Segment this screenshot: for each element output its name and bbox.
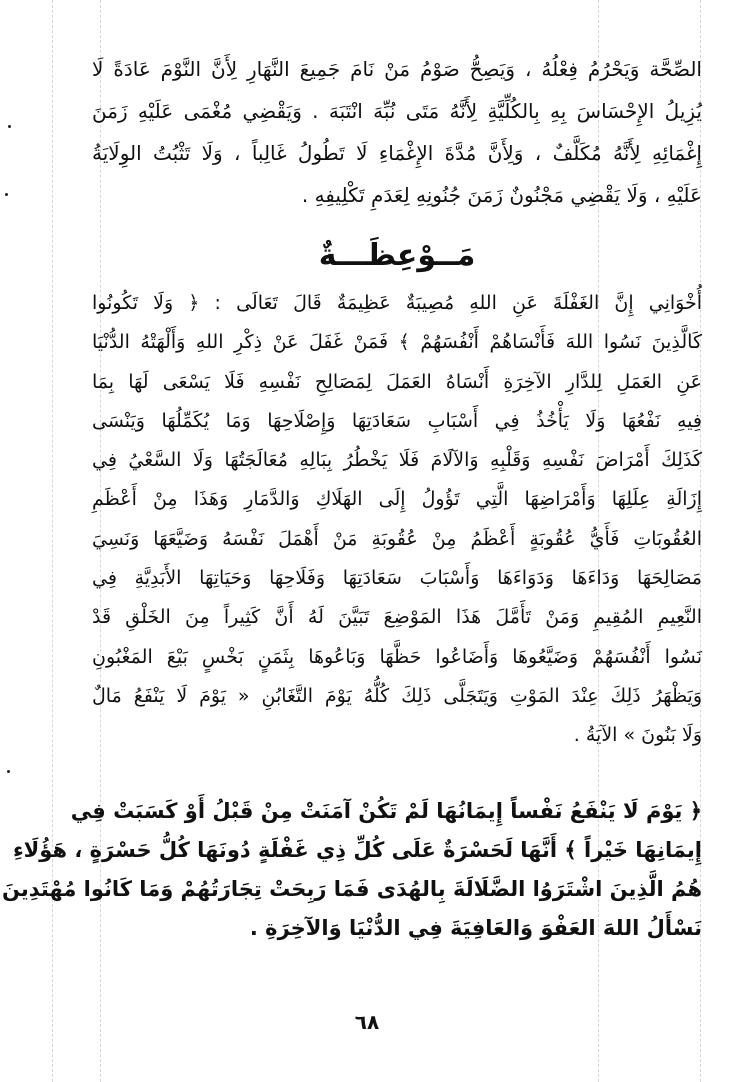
page-number: ٦٨	[354, 1010, 380, 1034]
section-title: مَــوْعِظَـــةٌ	[318, 238, 476, 273]
scan-speck	[5, 193, 8, 196]
scan-speck	[7, 770, 10, 773]
text-line: ﴿ يَوْمَ لَا يَنْفَعُ نَفْساً إِيمَانُهَا لَمْ تَكُنْ آمَنَتْ مِنْ قَبْلُ أَوْ كَسَبَتْ فِي	[70, 799, 702, 823]
text-line: وَيَظْهَرُ ذَلِكَ عِنْدَ المَوْتِ وَيَتَجَلَّى ذَلِكَ كُلُّهُ يَوْمَ التَّغَابُنِ « يَوْمَ لَا يَنْفَعُ مَالٌ	[92, 684, 702, 707]
text-line: مَصَالِحَهَا وَدَاءَهَا وَدَوَاءَهَا وَأَسْبَابَ سَعَادَتِهَا وَفَلَاحِهَا وَحَيَاتِهَا الأَبَدِيَّةِ فِي	[92, 567, 702, 590]
text-line: نَسُوا أَنْفُسَهُمْ وَضَيَّعُوهَا وَأَضَاعُوا حَظَّهَا وَبَاعُوهَا بِثَمَنٍ بَخْسٍ بَيْعَ المَغْبُونِ	[92, 645, 702, 668]
text-line: نَسْأَلُ اللهَ العَفْوَ وَالعَافِيَةَ فِي الدُّنْيَا وَالآخِرَةِ .	[249, 916, 702, 940]
text-line: الصِّحَّة وَيَحْرُمُ فِعْلُهُ ، وَيَصِحُّ صَوْمُ مَنْ نَامَ جَمِيعَ النَّهَارِ لِأَنَّ النَّوْمَ عَادَةً لَا	[92, 57, 702, 81]
scan-guide-line	[52, 0, 53, 1082]
text-line: وَلَا بَنُونَ » الآيَةُ .	[573, 724, 702, 747]
text-line: عَنِ العَمَلِ لِلدَّارِ الآخِرَةِ أَنْسَاهُ العَمَلَ لِمَصَالِحِ نَفْسِهِ فَلَا يَسْعَى لَهَا بِمَا	[92, 370, 702, 393]
text-line: كَالَّذِينَ نَسُوا اللهَ فَأَنْسَاهُمْ أَنْفُسَهُمْ ﴾ فَمَنْ غَفَلَ عَنْ ذِكْرِ اللهِ وَأَلْهَتْهُ الدُّنْيَا	[92, 331, 702, 354]
text-line: فِيهِ نَفْعُهَا وَلَا يَأْخُذُ فِي أَسْبَابِ سَعَادَتِهَا وَإِصْلَاحِهَا وَمَا يُكَمِّلُهَا وَيَنْسَى	[92, 409, 702, 432]
text-line: أُخْوَانِي إِنَّ الغَفْلَةَ عَنِ اللهِ مُصِيبَةٌ عَظِيمَةٌ قَالَ تَعَالَى : ﴿ وَلَا تَكُونُوا	[92, 292, 702, 314]
text-line: عَلَيْهِ ، وَلَا يَقْضِي مَجْنُونٌ زَمَنَ جُنُونِهِ لِعَدَمِ تَكْلِيفِهِ .	[301, 183, 702, 207]
text-line: هُمُ الَّذِينَ اشْتَرَوُا الضَّلَالَةَ بِالهُدَى فَمَا رَبِحَتْ تِجَارَتُهُمْ وَمَا كَانُوا مُهْتَدِينَ	[1, 877, 702, 901]
paragraph-fiqh	[92, 48, 702, 216]
text-line: إِغْمَائِهِ لِأَنَّهُ مُكَلَّفٌ ، وَلِأَنَّ مُدَّةَ الإِغْمَاءِ لَا تَطُولُ غَالِباً ، وَلَا تَثْبُتُ الوِلَايَةُ	[92, 141, 702, 165]
text-line: إِيمَانِهَا خَيْراً ﴾ أَنَّهَا لَحَسْرَةٌ عَلَى كُلِّ ذِي غَفْلَةٍ دُونَهَا كُلُّ حَسْرَةٍ ، هَؤُلَاءِ	[12, 838, 702, 862]
paragraph-quran-bold	[1, 792, 702, 948]
text-line: النَّعِيمِ المُقِيمِ وَمَنْ تَأَمَّلَ هَذَا المَوْضِعَ تَبَيَّنَ لَهُ أَنَّ كَثِيراً مِنَ الخَلْقِ قَدْ	[92, 606, 702, 629]
paragraph-sermon	[92, 284, 702, 756]
text-line: كَذَلِكَ أَمْرَاضَ نَفْسِهِ وَقَلْبِهِ وَالآلَامَ فَلَا يَخْطُرُ بِبَالِهِ مُعَالَجَتُهَا وَلَا السَّعْيُ فِي	[92, 449, 702, 472]
text-line: العُقُوبَاتِ فَأَيُّ عُقُوبَةٍ أَعْظَمُ مِنْ عُقُوبَةِ مَنْ أَهْمَلَ نَفْسَهُ وَضَيَّعَهَا وَنَسِيَ	[92, 527, 702, 550]
text-line: يُزِيلُ الإِحْسَاسَ بِهِ بِالكُلِّيَّةِ لِأَنَّهُ مَتَى نُبِّهَ انْتَبَهَ . وَيَقْضِي مُغْمَى عَلَيْهِ زَمَنَ	[92, 99, 702, 123]
scan-speck	[8, 125, 11, 128]
text-line: إِزَالَةِ عِلَلِهَا وَأَمْرَاضِهَا الَّتِي تَؤُولُ إِلَى الهَلَاكِ وَالدَّمَارِ وَهَذَا مِنْ أَعْظَمِ	[92, 488, 702, 511]
